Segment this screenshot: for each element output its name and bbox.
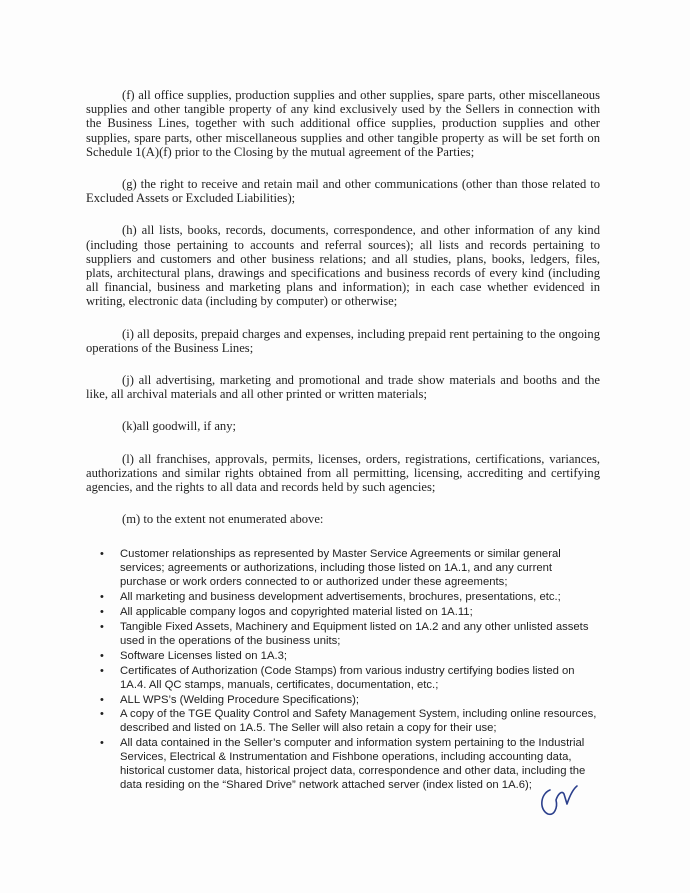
paragraph-k: (k)all goodwill, if any; [122,419,237,434]
bullet-icon: • [100,708,104,721]
bullet-icon: • [100,606,104,619]
list-item [86,708,600,736]
bullet-icon: • [100,548,104,561]
list-item [86,606,600,620]
list-item [86,694,600,708]
list-item [86,737,600,793]
list-item-text: A copy of the TGE Quality Control and Safety Management System, including online resources, described and listed on 1A.5. The Seller will also retain a copy for their use; [120,708,597,735]
paragraph-h: (h) all lists, books, records, documents, correspondence, and other information of any kind (including those pertaining to accounts and referral sources); all lists and records pertaining to suppliers and customers and other business relations; and all studies, plans, books, ledgers, files, plats, architectural plans, drawings and specifications and business records of every kind (including all financial, business and marketing plans and information); in each case whether evidenced in writing, electronic data (including by computer) or otherwise; [86,223,600,309]
list-item-text: ALL WPS’s (Welding Procedure Specifications); [120,693,360,706]
bullet-icon: • [100,693,104,706]
paragraph-m-label: (m) to the extent not enumerated above: [122,512,324,527]
paragraph-f: (f) all office supplies, production supplies and other supplies, spare parts, other miscellaneous supplies and other tangible property of any kind exclusively used by the Sellers in connection with the Business Lines, together with such additional office supplies, production supplies and other supplies, spare parts, other miscellaneous supplies and other tangible property as will be set forth on Schedule 1(A)(f) prior to the Closing by the mutual agreement of the Parties; [86,88,600,159]
document-body [86,88,600,794]
bullet-icon: • [100,737,104,750]
enumerated-assets-list [86,548,600,792]
bullet-icon: • [100,591,104,604]
bullet-icon: • [100,649,104,662]
paragraph-l: (l) all franchises, approvals, permits, licenses, orders, registrations, certifications, variances, authorizations and similar rights obtained from all permitting, licensing, accrediting and certifying agencies, and the rights to all data and records held by such agencies; [86,451,600,495]
list-item [86,621,600,649]
list-item-text: Software Licenses listed on 1A.3; [120,649,288,662]
list-item [86,591,600,605]
paragraph-i: (i) all deposits, prepaid charges and expenses, including prepaid rent pertaining to the ongoing operations of the Business Lines; [86,326,600,355]
paragraph-j: (j) all advertising, marketing and promotional and trade show materials and booths and the like, all archival materials and all other printed or written materials; [86,373,600,402]
list-item-text: All marketing and business development advertisements, brochures, presentations, etc.; [120,591,561,604]
list-item [86,665,600,693]
list-item-text: Tangible Fixed Assets, Machinery and Equipment listed on 1A.2 and any other unlisted assets used in the operations of the business units; [120,621,589,647]
list-item [86,650,600,664]
initials-stroke [542,786,577,814]
paragraph-g: (g) the right to receive and retain mail and other communications (other than those related to Excluded Assets or Excluded Liabilities); [86,177,600,206]
bullet-icon: • [100,664,104,677]
list-item-text: All data contained in the Seller’s computer and information system pertaining to the Industrial Services, Electrical & Instrumentation and Fishbone operations, including accounting data, historical customer data, historical project data, correspondence and other data, including the data residing on the “Shared Drive” network attached server (index listed on 1A.6); [120,737,586,791]
list-item-text: Customer relationships as represented by Master Service Agreements or similar general services; agreements or authorizations, including those listed on 1A.1, and any current purchase or work orders connected to or authorized under these agreements; [120,548,561,589]
list-item [86,548,600,590]
handwritten-initials-icon [536,780,580,820]
bullet-icon: • [100,621,104,633]
list-item-text: All applicable company logos and copyrighted material listed on 1A.11; [120,606,473,619]
list-item-text: Certificates of Authorization (Code Stamps) from various industry certifying bodies listed on 1A.4. All QC stamps, manuals, certificates, documentation, etc.; [120,664,575,691]
